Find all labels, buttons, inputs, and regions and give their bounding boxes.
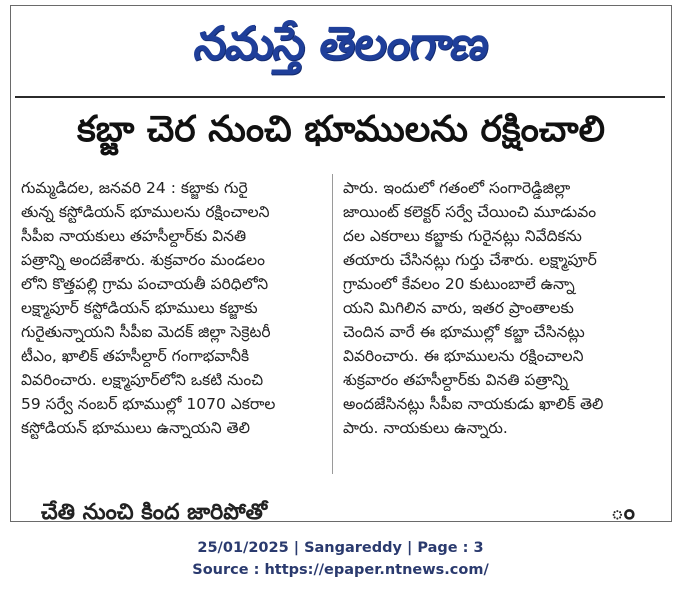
text-line: దల ఎకరాలు కబ్జాకు గురైనట్లు నివేదికను xyxy=(343,227,582,245)
text-line: యని మిగిలిన వారు, ఇతర ప్రాంతాలకు xyxy=(343,299,574,317)
text-line: గ్రామంలో కేవలం 20 కుటుంబాలే ఉన్నా xyxy=(343,275,575,293)
text-line: కస్టోడియన్ భూములు ఉన్నాయని తెలి xyxy=(21,419,250,437)
masthead-title: నమస్తే తెలంగాణ xyxy=(191,16,493,70)
text-line: తయారు చేసినట్లు గుర్తు చేశారు. లక్ష్మాపూర్ xyxy=(343,251,597,269)
text-line: చెందిన వారే ఈ భూముల్లో కబ్జా చేసినట్లు xyxy=(343,323,585,341)
text-line: గుమ్మడిదల, జనవరి 24 : కబ్జాకు గురై xyxy=(21,179,248,197)
text-line: వివరించారు. ఈ భూములను రక్షించాలని xyxy=(343,347,584,365)
source-line: Source : https://epaper.ntnews.com/ xyxy=(192,562,489,578)
text-line: జాయింట్ కలెక్టర్ సర్వే చేయించి మూడువం xyxy=(343,203,597,221)
next-article-fragment-right: ం xyxy=(611,500,635,522)
text-line: తున్న కస్టోడియన్ భూములను రక్షించాలని xyxy=(21,203,270,221)
clipping-caption xyxy=(0,537,681,581)
headline-rule xyxy=(15,96,665,98)
clipping-frame xyxy=(10,5,672,522)
text-line: టీఎం, ఖాలిక్ తహసీల్దార్ గంగాభవానీకి xyxy=(21,347,250,365)
article-right-column xyxy=(343,176,643,440)
next-article-partial xyxy=(11,498,671,522)
text-line: లోని కొత్తపల్లి గ్రామ పంచాయతీ పరిధిలోని xyxy=(21,275,269,293)
article-headline: కబ్జా చెర నుంచి భూములను రక్షించాలి xyxy=(77,109,605,150)
text-line: పారు. ఇందులో గతంలో సంగారెడ్డిజిల్లా xyxy=(343,179,571,197)
text-line: లక్ష్మాపూర్ కస్టోడియన్ భూములు కబ్జాకు xyxy=(21,299,258,317)
column-divider xyxy=(332,174,333,474)
text-line: సీపీఐ నాయకులు తహసీల్దార్‌కు వినతి xyxy=(21,227,247,245)
masthead xyxy=(11,6,671,92)
text-line: అందజేసినట్లు సీపీఐ నాయకుడు ఖాలిక్ తెలి xyxy=(343,395,604,413)
text-line: 59 సర్వే నంబర్ భూముల్లో 1070 ఎకరాల xyxy=(21,395,276,413)
text-line: పారు. నాయకులు ఉన్నారు. xyxy=(343,419,508,437)
text-line: పత్రాన్ని అందజేశారు. శుక్రవారం మండలం xyxy=(21,251,265,269)
next-article-headline-fragment: చేతి నుంచి కింద జారిపోతో xyxy=(41,500,268,522)
date-edition-line: 25/01/2025 | Sangareddy | Page : 3 xyxy=(197,540,484,556)
text-line: వివరించారు. లక్ష్మాపూర్‌లోని ఒకటి నుంచి xyxy=(21,371,264,389)
text-line: శుక్రవారం తహసీల్దార్‌కు వినతి పత్రాన్ని xyxy=(343,371,569,389)
text-line: గురైతున్నాయని సీపీఐ మెదక్ జిల్లా సెక్రెటరీ xyxy=(21,323,271,341)
article-left-column xyxy=(21,176,321,440)
